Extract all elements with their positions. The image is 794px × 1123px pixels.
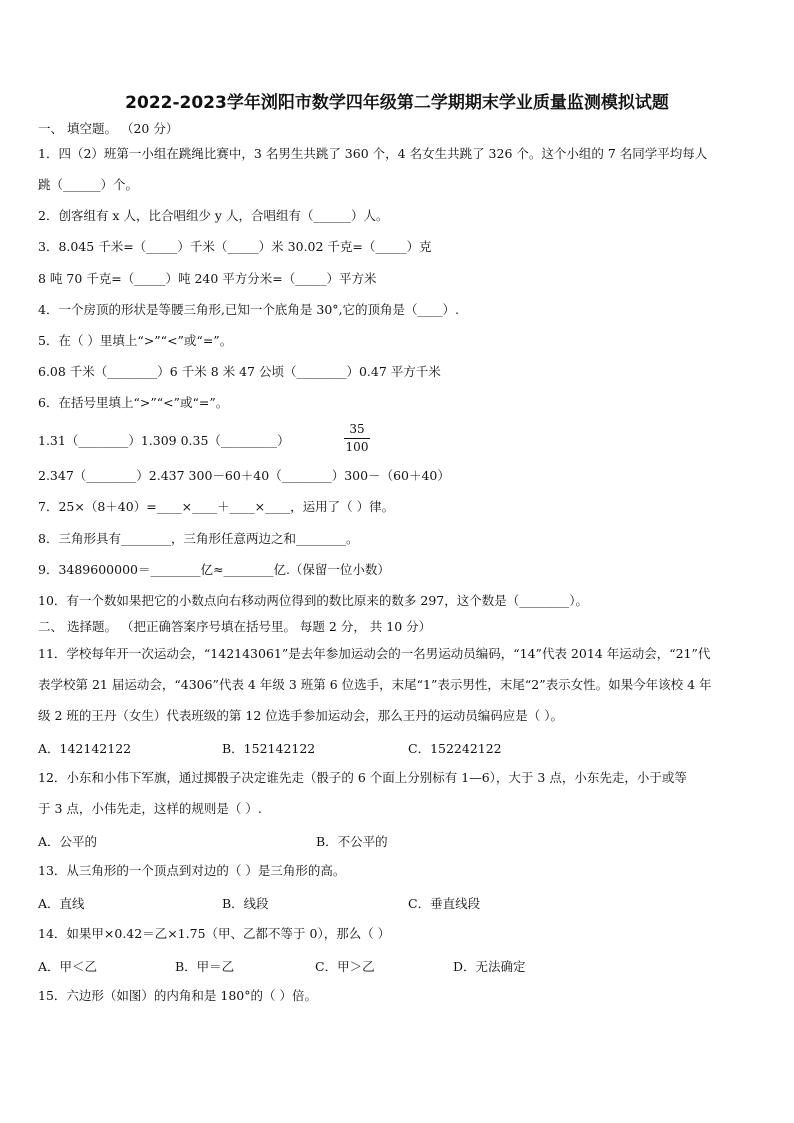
fraction-bar — [344, 438, 370, 439]
question-1-line-2: 跳（______）个。 — [38, 177, 139, 192]
section-fill-blank-heading: 一、 填空题。 （20 分） — [38, 121, 179, 136]
question-11-line-3: 级 2 班的王丹（女生）代表班级的第 12 位选手参加运动会，那么王丹的运动员编码应是（ ）。 — [38, 708, 563, 723]
question-10: 10．有一个数如果把它的小数点向右移动两位得到的数比原来的数多 297，这个数是（________）。 — [38, 593, 588, 608]
question-13-option-a: A．直线 — [38, 896, 85, 911]
question-11-option-b: B．152142122 — [222, 741, 316, 756]
question-6-line-1: 6．在括号里填上“>”“<”或“=”。 — [38, 395, 229, 410]
question-13: 13．从三角形的一个顶点到对边的（ ）是三角形的高。 — [38, 863, 346, 878]
question-14-option-c: C．甲＞乙 — [315, 959, 375, 974]
page-title: 2022-2023学年浏阳市数学四年级第二学期期末学业质量监测模拟试题 — [125, 93, 669, 113]
question-9: 9．3489600000＝________亿≈________亿.（保留一位小数） — [38, 562, 390, 577]
question-12-line-2: 于 3 点，小伟先走，这样的规则是（ ）. — [38, 801, 262, 816]
question-12-option-b: B．不公平的 — [316, 834, 388, 849]
question-15: 15．六边形（如图）的内角和是 180°的（ ）倍。 — [38, 988, 317, 1003]
question-14-option-a: A．甲＜乙 — [38, 959, 98, 974]
question-5-line-1: 5．在（ ）里填上“>”“<”或“=”。 — [38, 333, 233, 348]
question-11-option-a: A．142142122 — [38, 741, 132, 756]
fraction-numerator: 35 — [349, 422, 365, 436]
question-7: 7．25×（8＋40）=____×____＋____×____，运用了（ ）律。 — [38, 499, 395, 514]
question-6-line-2: 1.31（________）1.309 0.35（_________） — [38, 433, 290, 448]
question-5-line-2: 6.08 千米（________）6 千米 8 米 47 公顷（________）0.47 平方千米 — [38, 364, 441, 379]
question-11-line-2: 表学校第 21 届运动会，“4306”代表 4 年级 3 班第 6 位选手，末尾“1”表示男性，末尾“2”表示女性。如果今年该校 4 年 — [38, 677, 712, 692]
question-13-option-b: B．线段 — [222, 896, 269, 911]
question-11-line-1: 11．学校每年开一次运动会，“142143061”是去年参加运动会的一名男运动员编码，“14”代表 2014 年运动会，“21”代 — [38, 646, 711, 661]
fraction-denominator: 100 — [345, 440, 369, 454]
question-4: 4．一个房顶的形状是等腰三角形,已知一个底角是 30°,它的顶角是（____）. — [38, 302, 460, 317]
question-1-line-1: 1．四（2）班第一小组在跳绳比赛中，3 名男生共跳了 360 个，4 名女生共跳了 326 个。这个小组的 7 名同学平均每人 — [38, 146, 708, 161]
question-8: 8．三角形具有________，三角形任意两边之和________。 — [38, 531, 359, 546]
question-14: 14．如果甲×0.42＝乙×1.75（甲、乙都不等于 0），那么（ ） — [38, 926, 391, 941]
question-12-line-1: 12．小东和小伟下军旗，通过掷骰子决定谁先走（骰子的 6 个面上分别标有 1—6），大于 3 点，小东先走，小于或等 — [38, 770, 687, 785]
section-multiple-choice-heading: 二、 选择题。 （把正确答案序号填在括号里。 每题 2 分， 共 10 分） — [38, 619, 432, 634]
question-14-option-b: B．甲＝乙 — [175, 959, 235, 974]
question-2: 2．创客组有 x 人，比合唱组少 y 人，合唱组有（______）人。 — [38, 208, 389, 223]
fraction-35-over-100 — [344, 422, 370, 455]
question-12-option-a: A．公平的 — [38, 834, 98, 849]
question-14-option-d: D．无法确定 — [453, 959, 526, 974]
question-3-line-2: 8 吨 70 千克=（_____）吨 240 平方分米=（_____）平方米 — [38, 271, 377, 286]
question-6-line-3: 2.347（________）2.437 300－60＋40（________）300－（60＋40） — [38, 468, 450, 483]
question-3-line-1: 3．8.045 千米=（_____）千米（_____）米 30.02 千克=（_____）克 — [38, 239, 432, 254]
question-11-option-c: C．152242122 — [408, 741, 502, 756]
question-13-option-c: C．垂直线段 — [408, 896, 481, 911]
